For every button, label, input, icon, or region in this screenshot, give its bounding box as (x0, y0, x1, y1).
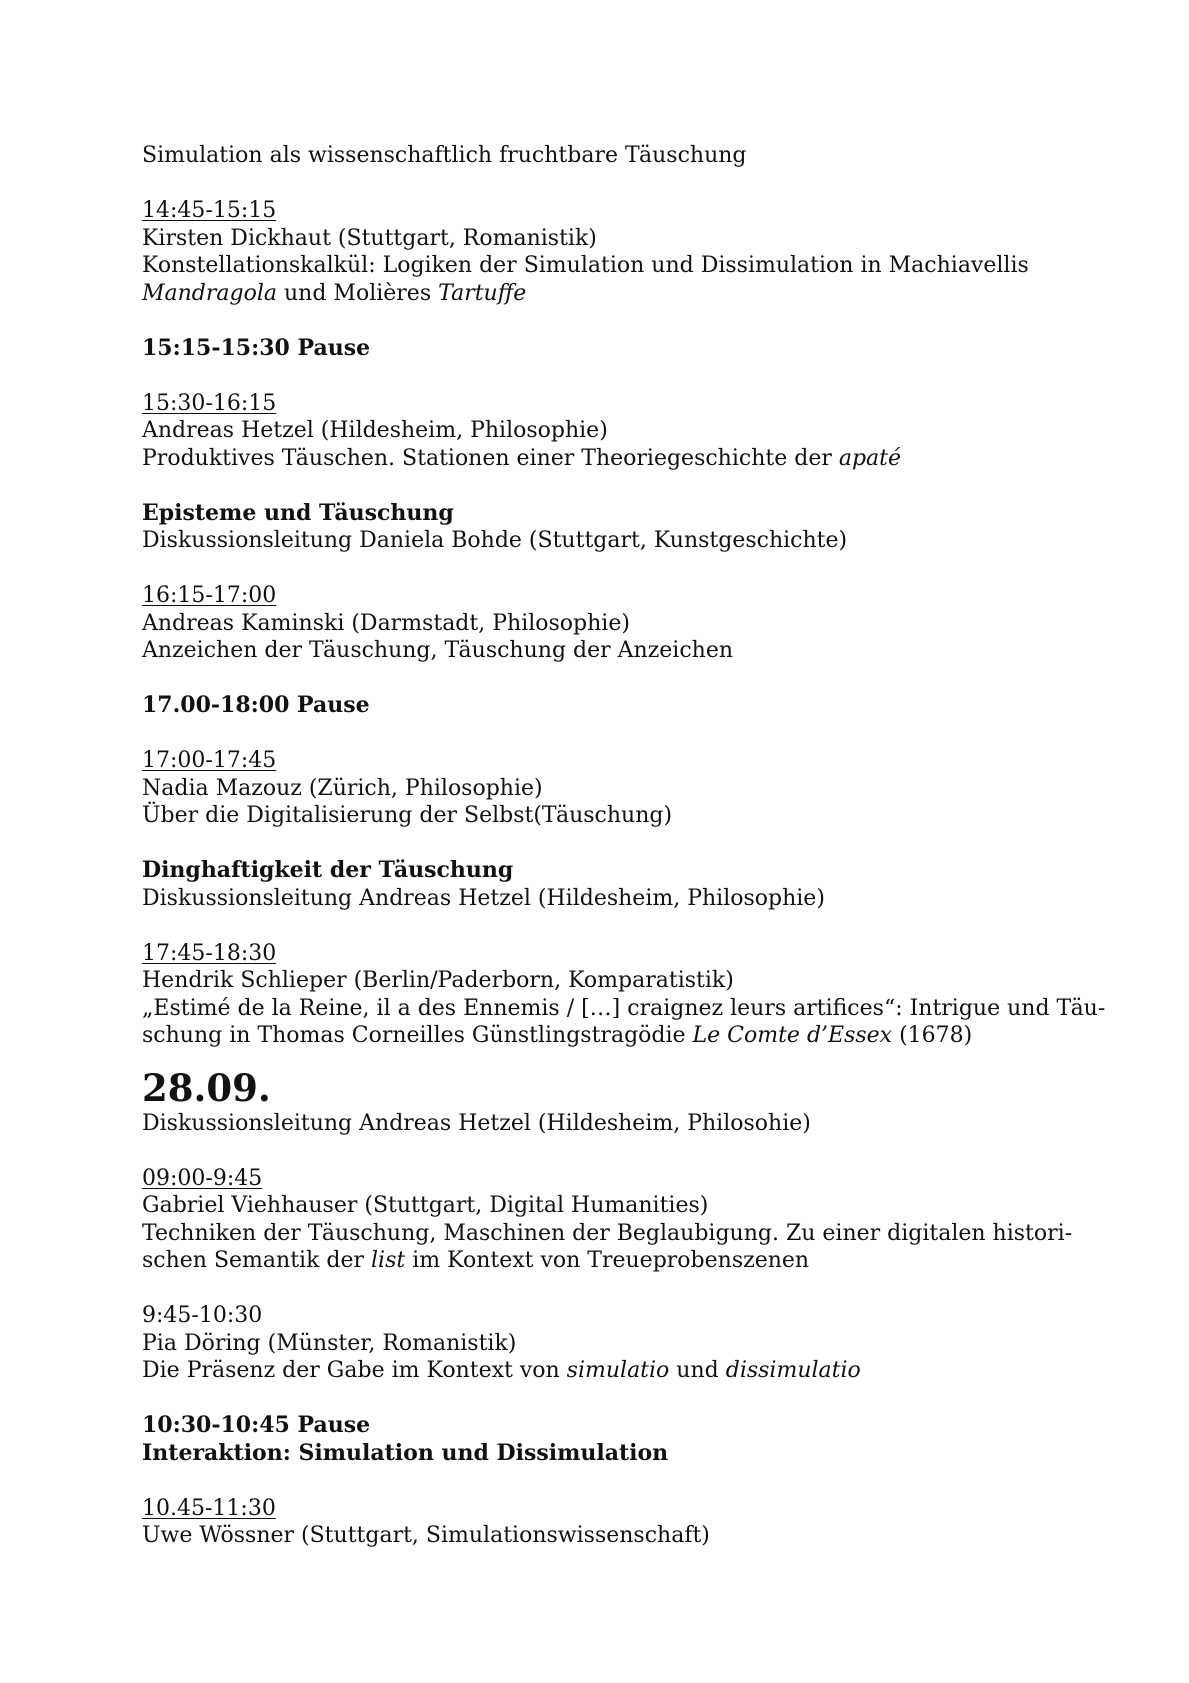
title-text: und Molières (277, 280, 439, 306)
title-text: schung in Thomas Corneilles Günstlingstragödie (142, 1023, 693, 1048)
talk-speaker: Pia Döring (Münster, Romanistik) (142, 1330, 517, 1356)
section-heading: Dinghaftigkeit der Täuschung (142, 857, 514, 883)
day-heading: 28.09. (142, 1065, 271, 1110)
title-italic: Mandragola (142, 280, 278, 306)
talk-title: Konstellationskalkül: Logiken der Simulation und Dissimulation in Machiavellis (142, 253, 1029, 278)
talk-title-cont (142, 1247, 1052, 1275)
talk-speaker: Uwe Wössner (Stuttgart, Simulationswissenschaft) (142, 1523, 710, 1548)
spacer (142, 1467, 1052, 1495)
title-italic: dissimulatio (725, 1358, 861, 1383)
talk-title: Über die Digitalisierung der Selbst(Täuschung) (142, 803, 673, 828)
talk-speaker: Andreas Hetzel (Hildesheim, Philosophie) (142, 418, 608, 443)
title-italic: apaté (838, 445, 902, 471)
talk-time: 9:45-10:30 (142, 1303, 263, 1328)
spacer (142, 472, 1052, 500)
spacer (142, 1275, 1052, 1303)
title-text: (1678) (892, 1023, 973, 1048)
talk-title: „Estimé de la Reine, il a des Ennemis / […] craignez leurs artifices“: Intrigue und Täu- (142, 995, 1106, 1021)
discussion-lead: Diskussionsleitung Andreas Hetzel (Hildesheim, Philosophie) (142, 885, 825, 911)
talk-speaker: Nadia Mazouz (Zürich, Philosophie) (142, 775, 543, 801)
title-text: und (669, 1358, 726, 1383)
talk-time: 10.45-11:30 (142, 1495, 276, 1521)
spacer (142, 362, 1052, 390)
spacer (142, 720, 1052, 748)
pause-heading: 15:15-15:30 Pause (142, 334, 371, 361)
title-text: im Kontext von Treueprobenszenen (405, 1248, 810, 1273)
talk-title: Anzeichen der Täuschung, Täuschung der Anzeichen (142, 638, 734, 663)
discussion-lead: Diskussionsleitung Daniela Bohde (Stuttgart, Kunstgeschichte) (142, 528, 848, 553)
pause-heading: 17.00-18:00 Pause (142, 692, 370, 718)
section-heading: Episteme und Täuschung (142, 499, 454, 526)
talk-block (142, 940, 1106, 1050)
spacer (142, 912, 1052, 940)
talk-title (142, 445, 1052, 473)
talk-speaker: Gabriel Viehhauser (Stuttgart, Digital Humanities) (142, 1193, 709, 1218)
spacer (142, 830, 1052, 858)
title-text: schen Semantik der (142, 1248, 372, 1273)
talk-block (142, 582, 1052, 665)
title-text: Produktives Täuschen. Stationen einer Theoriegeschichte der (142, 445, 839, 471)
spacer (142, 665, 1052, 693)
talk-time: 16:15-17:00 (142, 583, 277, 608)
talk-time: 14:45-15:15 (142, 198, 277, 223)
talk-block (142, 197, 1052, 307)
spacer (142, 307, 1052, 335)
talk-title (142, 1357, 1052, 1385)
discussion-lead: Diskussionsleitung Andreas Hetzel (Hildesheim, Philosohie) (142, 1110, 811, 1136)
talk-speaker: Andreas Kaminski (Darmstadt, Philosophie) (142, 610, 630, 636)
spacer (142, 170, 1052, 198)
talk-title: Techniken der Täuschung, Maschinen der Beglaubigung. Zu einer digitalen histori- (142, 1220, 1073, 1246)
talk-speaker: Kirsten Dickhaut (Stuttgart, Romanistik) (142, 225, 597, 251)
intro-text: Simulation als wissenschaftlich fruchtbare Täuschung (142, 143, 747, 168)
talk-block (142, 1165, 1073, 1275)
title-italic: simulatio (566, 1358, 670, 1383)
talk-time: 15:30-16:15 (142, 390, 277, 416)
spacer (142, 1137, 1052, 1165)
talk-block (142, 1495, 1052, 1550)
talk-time: 09:00-9:45 (142, 1165, 263, 1191)
talk-time: 17:00-17:45 (142, 748, 277, 773)
talk-speaker: Hendrik Schlieper (Berlin/Paderborn, Komparatistik) (142, 968, 734, 993)
title-text: Die Präsenz der Gabe im Kontext von (142, 1358, 567, 1383)
talk-block (142, 747, 1052, 830)
talk-time: 17:45-18:30 (142, 940, 277, 966)
title-italic: Tartuffe (438, 280, 527, 306)
pause-heading: 10:30-10:45 Pause (142, 1412, 371, 1438)
talk-block (142, 1302, 1052, 1385)
spacer (142, 1385, 1052, 1413)
title-italic: list (371, 1248, 406, 1273)
section-heading: Interaktion: Simulation und Dissimulation (142, 1439, 669, 1466)
program-page (142, 142, 1106, 1550)
spacer (142, 555, 1052, 583)
talk-title-cont (142, 280, 1052, 308)
talk-title-cont (142, 1022, 1052, 1050)
title-italic: Le Comte d’Essex (692, 1023, 893, 1048)
talk-block (142, 390, 1052, 473)
